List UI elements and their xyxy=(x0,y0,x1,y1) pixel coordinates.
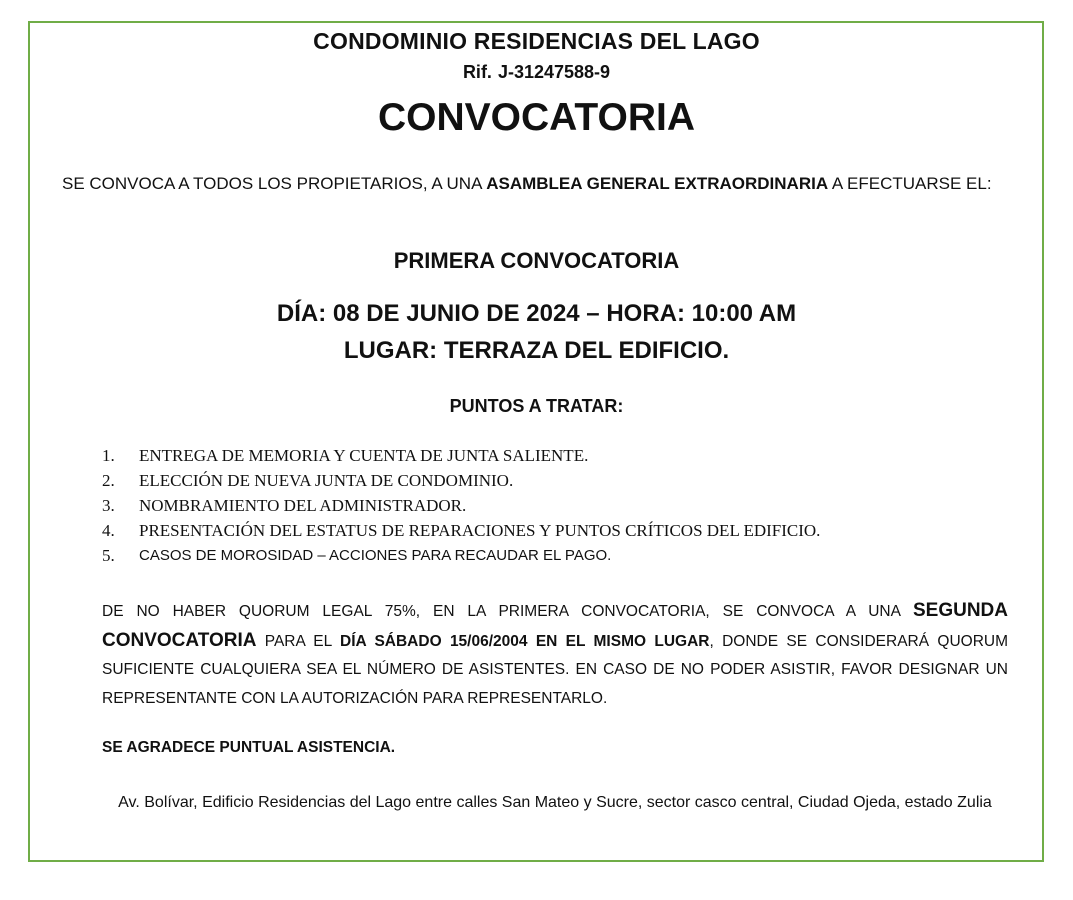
second-call-date: DÍA SÁBADO 15/06/2004 EN EL MISMO LUGAR xyxy=(340,632,710,650)
second-call-text-1: DE NO HABER QUORUM LEGAL 75%, EN LA PRIMERA CONVOCATORIA, SE CONVOCA A UNA xyxy=(102,603,913,620)
second-call-label: SEGUNDA CONVOCATORIA xyxy=(102,600,1008,651)
intro-paragraph xyxy=(62,170,1008,198)
intro-text-after: A EFECTUARSE EL: xyxy=(828,174,992,193)
agenda-item-number: 1. xyxy=(102,446,115,465)
second-call-paragraph xyxy=(102,597,1008,713)
rif-line xyxy=(0,62,1073,83)
first-call-date-time: DÍA: 08 DE JUNIO DE 2024 – HORA: 10:00 AM xyxy=(276,300,797,327)
first-call-title: PRIMERA CONVOCATORIA xyxy=(393,248,680,273)
agenda-item-number: 5. xyxy=(102,546,115,565)
page-title: CONVOCATORIA xyxy=(377,96,696,139)
agenda-item-text: ELECCIÓN DE NUEVA JUNTA DE CONDOMINIO. xyxy=(139,471,514,490)
rif-number: J-31247588-9 xyxy=(497,62,611,82)
condominium-name: CONDOMINIO RESIDENCIAS DEL LAGO xyxy=(313,28,760,54)
assembly-type: ASAMBLEA GENERAL EXTRAORDINARIA xyxy=(486,174,829,193)
agenda-item-text: NOMBRAMIENTO DEL ADMINISTRADOR. xyxy=(139,496,467,515)
agenda-item-number: 2. xyxy=(102,471,115,490)
address: Av. Bolívar, Edificio Residencias del Lago entre calles San Mateo y Sucre, sector casco central, Ciudad Ojeda, estado Zulia xyxy=(118,794,992,811)
agenda-item-number: 4. xyxy=(102,521,115,540)
agenda-item-number: 3. xyxy=(102,496,115,515)
second-call-text-2: PARA EL xyxy=(256,632,341,650)
second-call-text-3: , DONDE SE CONSIDERARÁ QUORUM SUFICIENTE CUALQUIERA SEA EL NÚMERO DE ASISTENTES. EN CASO DE NO PODER ASISTIR, FAVOR DESIGNAR UN REPRESENTANTE CON LA AUTORIZACIÓN PARA REPRESENTARLO. xyxy=(102,632,1009,707)
rif-label: Rif. xyxy=(462,62,492,82)
first-call-place: LUGAR: TERRAZA DEL EDIFICIO. xyxy=(343,337,730,364)
agenda-item-text: CASOS DE MOROSIDAD – ACCIONES PARA RECAUDAR EL PAGO. xyxy=(139,547,612,564)
agenda-title: PUNTOS A TRATAR: xyxy=(449,396,624,416)
agenda-item-text: ENTREGA DE MEMORIA Y CUENTA DE JUNTA SALIENTE. xyxy=(139,446,589,465)
closing-note: SE AGRADECE PUNTUAL ASISTENCIA. xyxy=(102,739,396,756)
intro-text-before: SE CONVOCA A TODOS LOS PROPIETARIOS, A UNA xyxy=(62,174,487,193)
agenda-item-text: PRESENTACIÓN DEL ESTATUS DE REPARACIONES Y PUNTOS CRÍTICOS DEL EDIFICIO. xyxy=(139,521,821,540)
document-border xyxy=(28,21,1044,862)
